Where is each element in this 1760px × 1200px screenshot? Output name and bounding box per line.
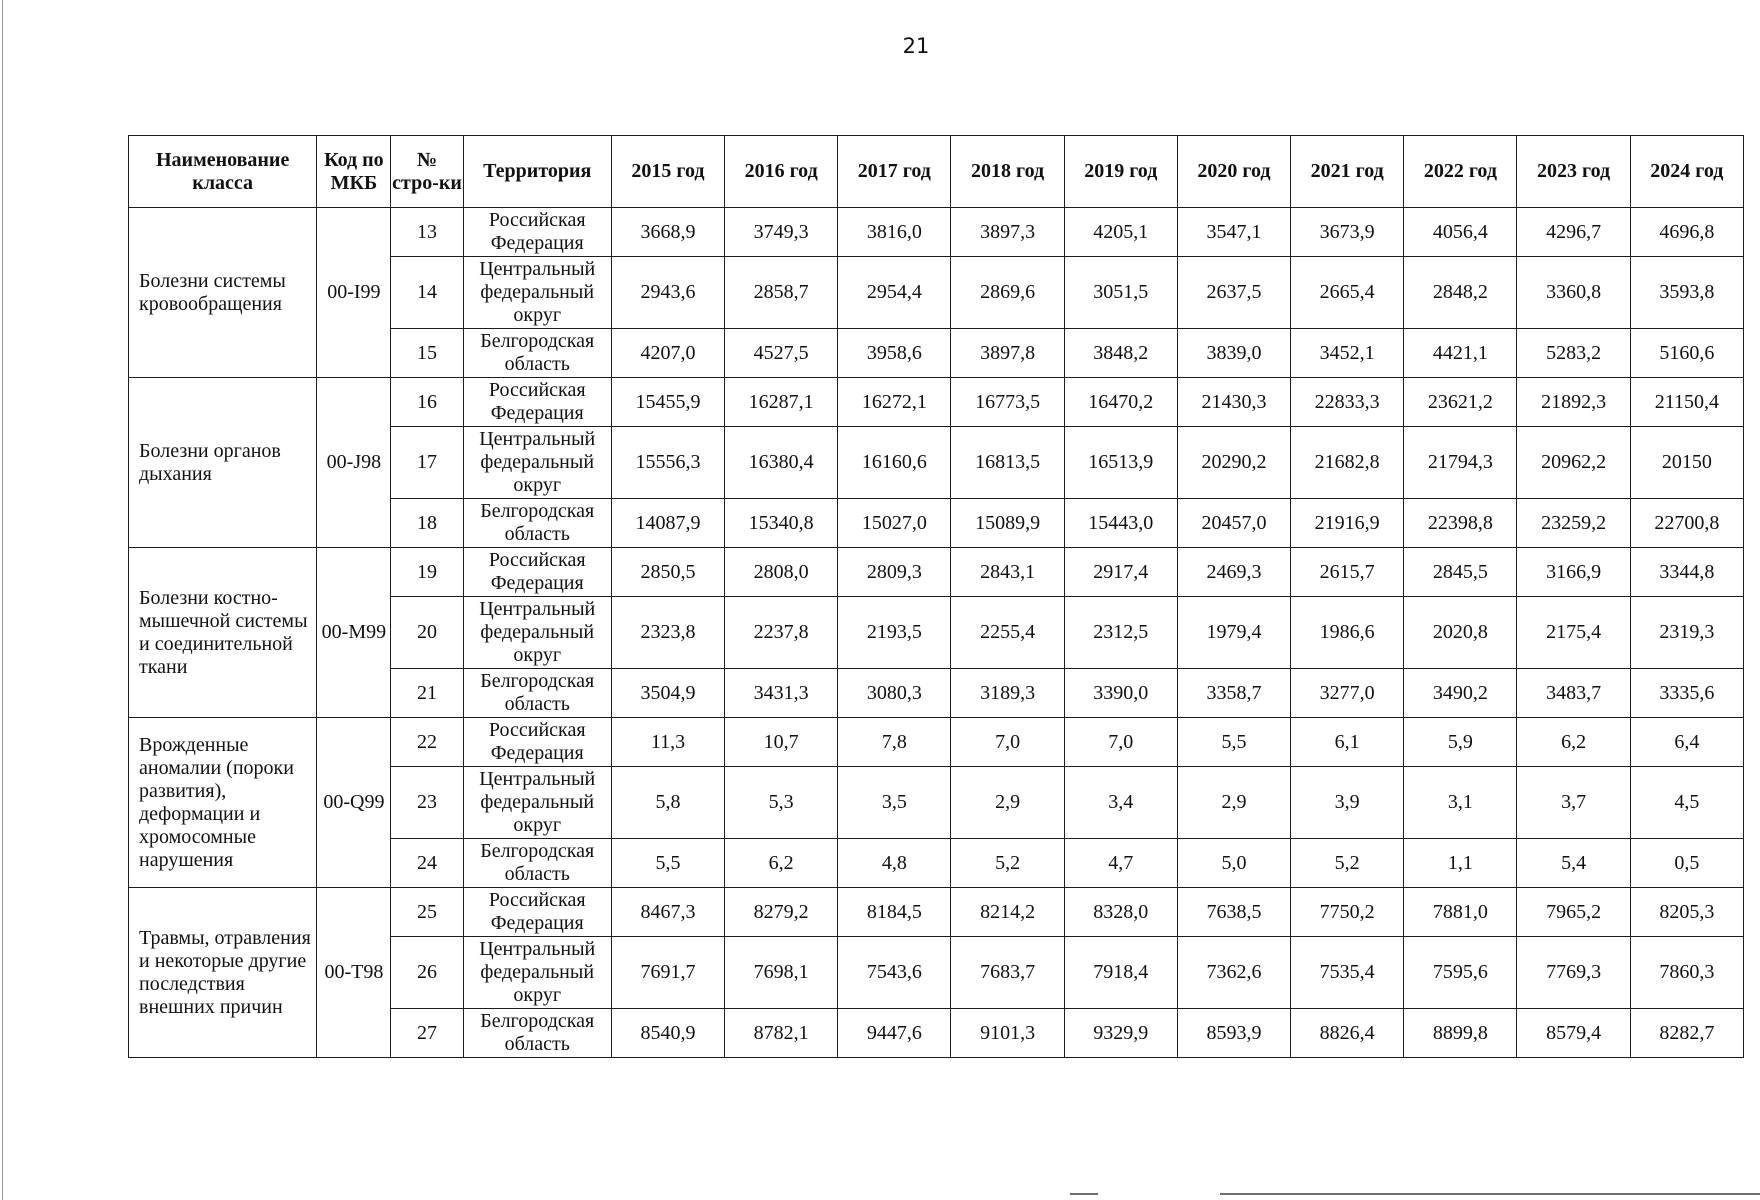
territory-cell: Российская Федерация [463,208,611,257]
value-cell: 1979,4 [1177,597,1290,669]
row-number-cell: 20 [391,597,463,669]
disease-class-cell: Болезни системы кровообращения [129,208,317,378]
header-row [129,136,1744,208]
header-icd-code: Код по МКБ [317,136,391,208]
value-cell: 7750,2 [1291,888,1404,937]
row-number-cell: 21 [391,669,463,718]
value-cell: 0,5 [1630,839,1743,888]
value-cell: 8205,3 [1630,888,1743,937]
header-year: 2017 год [838,136,951,208]
value-cell: 2665,4 [1291,257,1404,329]
value-cell: 11,3 [611,718,724,767]
header-year: 2016 год [725,136,838,208]
value-cell: 2869,6 [951,257,1064,329]
value-cell: 2848,2 [1404,257,1517,329]
value-cell: 6,2 [1517,718,1630,767]
value-cell: 4056,4 [1404,208,1517,257]
territory-cell: Центральный федеральный округ [463,767,611,839]
territory-cell: Белгородская область [463,499,611,548]
value-cell: 9447,6 [838,1009,951,1058]
value-cell: 5,2 [1291,839,1404,888]
table-row [129,718,1744,767]
value-cell: 7965,2 [1517,888,1630,937]
value-cell: 3,1 [1404,767,1517,839]
value-cell: 20150 [1630,427,1743,499]
value-cell: 23259,2 [1517,499,1630,548]
value-cell: 2175,4 [1517,597,1630,669]
value-cell: 15556,3 [611,427,724,499]
territory-cell: Российская Федерация [463,548,611,597]
value-cell: 7362,6 [1177,937,1290,1009]
value-cell: 2858,7 [725,257,838,329]
value-cell: 4205,1 [1064,208,1177,257]
value-cell: 15089,9 [951,499,1064,548]
header-year: 2023 год [1517,136,1630,208]
value-cell: 7683,7 [951,937,1064,1009]
value-cell: 3335,6 [1630,669,1743,718]
header-year: 2020 год [1177,136,1290,208]
header-territory: Территория [463,136,611,208]
value-cell: 3673,9 [1291,208,1404,257]
row-number-cell: 19 [391,548,463,597]
value-cell: 21150,4 [1630,378,1743,427]
value-cell: 6,4 [1630,718,1743,767]
value-cell: 16773,5 [951,378,1064,427]
value-cell: 9329,9 [1064,1009,1177,1058]
territory-cell: Центральный федеральный округ [463,257,611,329]
value-cell: 7918,4 [1064,937,1177,1009]
value-cell: 5,5 [1177,718,1290,767]
header-year: 2019 год [1064,136,1177,208]
value-cell: 5,2 [951,839,1064,888]
table-row [129,548,1744,597]
value-cell: 2,9 [951,767,1064,839]
value-cell: 6,1 [1291,718,1404,767]
value-cell: 16272,1 [838,378,951,427]
value-cell: 3749,3 [725,208,838,257]
value-cell: 8282,7 [1630,1009,1743,1058]
value-cell: 2,9 [1177,767,1290,839]
value-cell: 8579,4 [1517,1009,1630,1058]
value-cell: 2255,4 [951,597,1064,669]
value-cell: 3,9 [1291,767,1404,839]
value-cell: 3,4 [1064,767,1177,839]
value-cell: 7691,7 [611,937,724,1009]
header-year: 2024 год [1630,136,1743,208]
disease-class-cell: Врожденные аномалии (пороки развития), деформации и хромосомные нарушения [129,718,317,888]
icd-code-cell: 00-J98 [317,378,391,548]
value-cell: 2943,6 [611,257,724,329]
value-cell: 5,3 [725,767,838,839]
value-cell: 3390,0 [1064,669,1177,718]
territory-cell: Российская Федерация [463,378,611,427]
value-cell: 23621,2 [1404,378,1517,427]
value-cell: 4,5 [1630,767,1743,839]
value-cell: 3,7 [1517,767,1630,839]
value-cell: 3344,8 [1630,548,1743,597]
value-cell: 21916,9 [1291,499,1404,548]
value-cell: 20962,2 [1517,427,1630,499]
value-cell: 2637,5 [1177,257,1290,329]
table-body [129,208,1744,1058]
value-cell: 2808,0 [725,548,838,597]
value-cell: 2917,4 [1064,548,1177,597]
value-cell: 5,5 [611,839,724,888]
value-cell: 5,0 [1177,839,1290,888]
table-row [129,208,1744,257]
value-cell: 8540,9 [611,1009,724,1058]
row-number-cell: 25 [391,888,463,937]
row-number-cell: 23 [391,767,463,839]
value-cell: 4421,1 [1404,329,1517,378]
row-number-cell: 18 [391,499,463,548]
value-cell: 8214,2 [951,888,1064,937]
value-cell: 2954,4 [838,257,951,329]
value-cell: 7595,6 [1404,937,1517,1009]
value-cell: 3051,5 [1064,257,1177,329]
territory-cell: Белгородская область [463,669,611,718]
value-cell: 16287,1 [725,378,838,427]
footer-rule [1070,1193,1098,1195]
territory-cell: Центральный федеральный округ [463,937,611,1009]
value-cell: 15455,9 [611,378,724,427]
value-cell: 7638,5 [1177,888,1290,937]
icd-code-cell: 00-T98 [317,888,391,1058]
value-cell: 7698,1 [725,937,838,1009]
value-cell: 4,8 [838,839,951,888]
value-cell: 3547,1 [1177,208,1290,257]
value-cell: 5,4 [1517,839,1630,888]
value-cell: 2615,7 [1291,548,1404,597]
value-cell: 22700,8 [1630,499,1743,548]
morbidity-table [128,135,1744,1058]
value-cell: 3431,3 [725,669,838,718]
value-cell: 15443,0 [1064,499,1177,548]
header-year: 2022 год [1404,136,1517,208]
value-cell: 3816,0 [838,208,951,257]
value-cell: 8184,5 [838,888,951,937]
value-cell: 3839,0 [1177,329,1290,378]
value-cell: 20457,0 [1177,499,1290,548]
value-cell: 4,7 [1064,839,1177,888]
value-cell: 3277,0 [1291,669,1404,718]
value-cell: 2809,3 [838,548,951,597]
icd-code-cell: 00-I99 [317,208,391,378]
value-cell: 5,8 [611,767,724,839]
value-cell: 5283,2 [1517,329,1630,378]
value-cell: 6,2 [725,839,838,888]
row-number-cell: 27 [391,1009,463,1058]
value-cell: 9101,3 [951,1009,1064,1058]
value-cell: 4696,8 [1630,208,1743,257]
value-cell: 8328,0 [1064,888,1177,937]
value-cell: 3,5 [838,767,951,839]
header-year: 2015 год [611,136,724,208]
value-cell: 3897,3 [951,208,1064,257]
header-year: 2021 год [1291,136,1404,208]
value-cell: 3593,8 [1630,257,1743,329]
disease-class-cell: Травмы, отравления и некоторые другие последствия внешних причин [129,888,317,1058]
value-cell: 3166,9 [1517,548,1630,597]
value-cell: 2469,3 [1177,548,1290,597]
value-cell: 7,0 [951,718,1064,767]
territory-cell: Российская Федерация [463,888,611,937]
value-cell: 4207,0 [611,329,724,378]
value-cell: 3452,1 [1291,329,1404,378]
value-cell: 3483,7 [1517,669,1630,718]
value-cell: 7535,4 [1291,937,1404,1009]
header-class-name: Наименование класса [129,136,317,208]
territory-cell: Центральный федеральный округ [463,597,611,669]
scan-edge-line [2,0,3,1200]
header-year: 2018 год [951,136,1064,208]
value-cell: 4296,7 [1517,208,1630,257]
table-row [129,378,1744,427]
row-number-cell: 14 [391,257,463,329]
value-cell: 3668,9 [611,208,724,257]
row-number-cell: 22 [391,718,463,767]
value-cell: 8826,4 [1291,1009,1404,1058]
disease-class-cell: Болезни органов дыхания [129,378,317,548]
value-cell: 3358,7 [1177,669,1290,718]
value-cell: 1986,6 [1291,597,1404,669]
value-cell: 2312,5 [1064,597,1177,669]
territory-cell: Российская Федерация [463,718,611,767]
territory-cell: Белгородская область [463,329,611,378]
row-number-cell: 17 [391,427,463,499]
value-cell: 8899,8 [1404,1009,1517,1058]
value-cell: 3360,8 [1517,257,1630,329]
value-cell: 8593,9 [1177,1009,1290,1058]
value-cell: 3897,8 [951,329,1064,378]
value-cell: 21682,8 [1291,427,1404,499]
value-cell: 21430,3 [1177,378,1290,427]
value-cell: 22833,3 [1291,378,1404,427]
value-cell: 2323,8 [611,597,724,669]
value-cell: 16470,2 [1064,378,1177,427]
value-cell: 22398,8 [1404,499,1517,548]
value-cell: 4527,5 [725,329,838,378]
value-cell: 14087,9 [611,499,724,548]
row-number-cell: 15 [391,329,463,378]
row-number-cell: 24 [391,839,463,888]
value-cell: 3504,9 [611,669,724,718]
value-cell: 8467,3 [611,888,724,937]
territory-cell: Белгородская область [463,839,611,888]
value-cell: 10,7 [725,718,838,767]
icd-code-cell: 00-M99 [317,548,391,718]
value-cell: 7,0 [1064,718,1177,767]
value-cell: 7860,3 [1630,937,1743,1009]
value-cell: 21892,3 [1517,378,1630,427]
territory-cell: Белгородская область [463,1009,611,1058]
value-cell: 3189,3 [951,669,1064,718]
row-number-cell: 26 [391,937,463,1009]
value-cell: 8279,2 [725,888,838,937]
row-number-cell: 16 [391,378,463,427]
value-cell: 20290,2 [1177,427,1290,499]
disease-class-cell: Болезни костно-мышечной системы и соединительной ткани [129,548,317,718]
value-cell: 3080,3 [838,669,951,718]
value-cell: 5160,6 [1630,329,1743,378]
value-cell: 7,8 [838,718,951,767]
icd-code-cell: 00-Q99 [317,718,391,888]
value-cell: 2850,5 [611,548,724,597]
value-cell: 3958,6 [838,329,951,378]
value-cell: 2193,5 [838,597,951,669]
value-cell: 2020,8 [1404,597,1517,669]
value-cell: 2845,5 [1404,548,1517,597]
value-cell: 7543,6 [838,937,951,1009]
table-row [129,888,1744,937]
value-cell: 3490,2 [1404,669,1517,718]
value-cell: 7769,3 [1517,937,1630,1009]
territory-cell: Центральный федеральный округ [463,427,611,499]
value-cell: 16513,9 [1064,427,1177,499]
value-cell: 8782,1 [725,1009,838,1058]
value-cell: 2843,1 [951,548,1064,597]
value-cell: 15340,8 [725,499,838,548]
row-number-cell: 13 [391,208,463,257]
header-row-number: № стро-ки [391,136,463,208]
value-cell: 21794,3 [1404,427,1517,499]
value-cell: 5,9 [1404,718,1517,767]
value-cell: 16813,5 [951,427,1064,499]
value-cell: 3848,2 [1064,329,1177,378]
value-cell: 15027,0 [838,499,951,548]
value-cell: 16380,4 [725,427,838,499]
value-cell: 2237,8 [725,597,838,669]
value-cell: 2319,3 [1630,597,1743,669]
footer-rule [1220,1193,1760,1195]
value-cell: 7881,0 [1404,888,1517,937]
page-number: 21 [902,34,930,58]
value-cell: 1,1 [1404,839,1517,888]
value-cell: 16160,6 [838,427,951,499]
